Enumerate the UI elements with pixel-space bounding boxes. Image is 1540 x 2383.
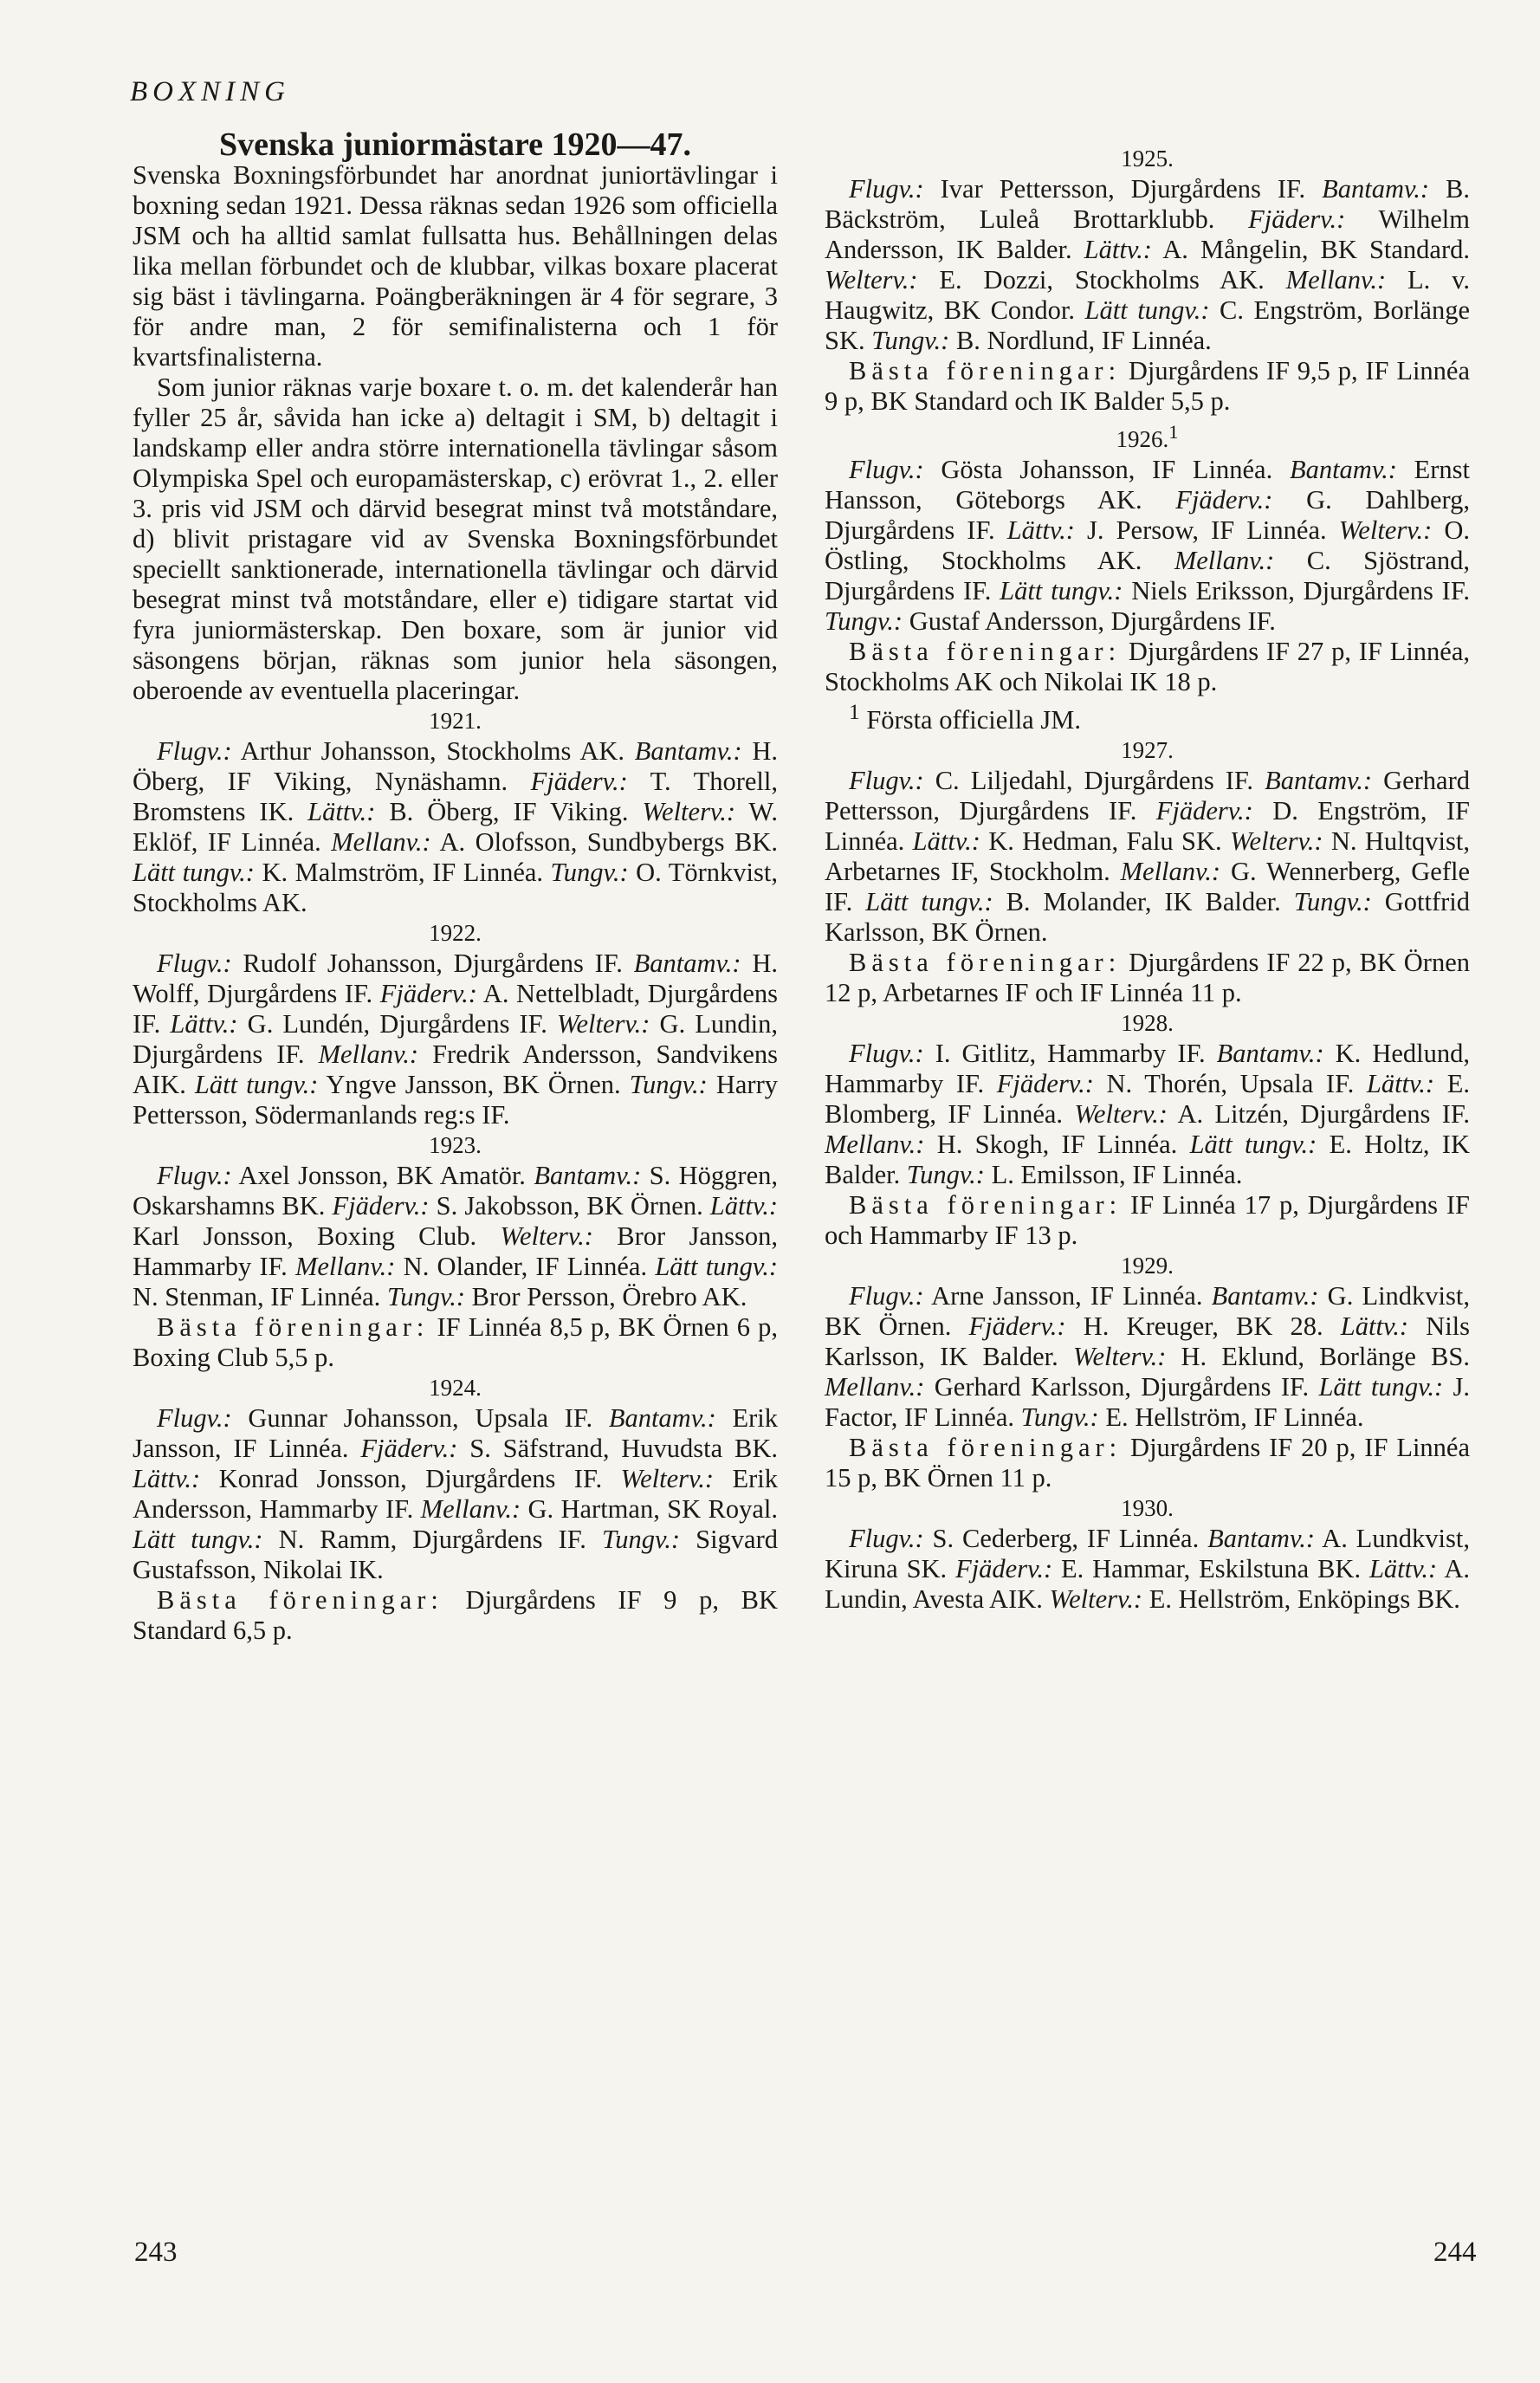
weight-class-label: Bantamv.: bbox=[608, 1403, 716, 1433]
weight-class-label: Lättv.: bbox=[709, 1191, 778, 1221]
weight-class-label: Tungv.: bbox=[871, 326, 950, 355]
champion-entry: Axel Jonsson, BK Amatör. bbox=[231, 1161, 534, 1190]
best-clubs-1926 bbox=[825, 637, 1470, 697]
results-1928 bbox=[825, 1039, 1470, 1190]
champion-entry: Gerhard Pettersson, Djurgårdens IF. bbox=[825, 766, 1471, 826]
champion-entry: B. Öberg, IF Viking. bbox=[375, 797, 643, 826]
champion-entry: Rudolf Johansson, Djurgårdens IF. bbox=[231, 949, 634, 978]
champion-entry: Gösta Johansson, IF Linnéa. bbox=[923, 455, 1290, 484]
best-clubs-text: IF Linnéa 8,5 p, BK Örnen 6 p, Boxing Club 5,5 p. bbox=[133, 1312, 778, 1372]
champion-entry: B. Nordlund, IF Linnéa. bbox=[949, 326, 1212, 355]
results-1926 bbox=[825, 455, 1470, 637]
weight-class-label: Fjäderv.: bbox=[530, 767, 628, 796]
best-clubs-label: Bästa föreningar: bbox=[849, 1433, 1123, 1463]
results-1929 bbox=[825, 1281, 1470, 1433]
champion-entry: H. Wolff, Djurgårdens IF. bbox=[133, 949, 778, 1008]
weight-class-label: Mellanv.: bbox=[420, 1494, 521, 1524]
results-1925 bbox=[825, 174, 1470, 356]
champion-entry: Gunnar Johansson, Upsala IF. bbox=[231, 1403, 609, 1433]
weight-class-label: Bantamv.: bbox=[633, 949, 741, 978]
page-number-left: 243 bbox=[134, 2237, 178, 2268]
weight-class-label: Bantamv.: bbox=[634, 736, 742, 766]
weight-class-label: Lättv.: bbox=[1084, 235, 1152, 264]
intro-paragraph-1: Svenska Boxningsförbundet har anordnat juniortävlingar i boxning sedan 1921. Dessa räknas sedan 1926 som officiella JSM och ha alltid samlat fullsatta hus. Behållningen delas lika mellan förbundet och de klubbar, vilkas boxare placerat sig bäst i tävlingarna. Poängberäkningen är 4 för segrare, 3 för andre man, 2 för semifinalisterna och 1 för kvartsfinalisterna. bbox=[133, 160, 778, 372]
results-1922 bbox=[133, 949, 778, 1130]
best-clubs-text: Djurgårdens IF 27 p, IF Linnéa, Stockholms AK och Nikolai IK 18 p. bbox=[825, 637, 1470, 696]
champion-entry: Sigvard Gustafsson, Nikolai IK. bbox=[133, 1525, 778, 1584]
right-column bbox=[825, 130, 1470, 1615]
weight-class-label: Fjäderv.: bbox=[1155, 796, 1253, 826]
best-clubs-text: IF Linnéa 17 p, Djurgårdens IF och Hammarby IF 13 p. bbox=[825, 1190, 1470, 1251]
weight-class-label: Lättv.: bbox=[170, 1009, 238, 1039]
weight-class-label: Flugv.: bbox=[849, 1524, 924, 1554]
weight-class-label: Bantamv.: bbox=[1322, 174, 1430, 204]
weight-class-label: Bantamv.: bbox=[1265, 766, 1373, 796]
weight-class-label: Tungv.: bbox=[386, 1282, 466, 1311]
year-heading-1923: 1923. bbox=[429, 1132, 482, 1158]
champion-entry: C. Liljedahl, Djurgårdens IF. bbox=[923, 766, 1265, 796]
champion-entry: Arthur Johansson, Stockholms AK. bbox=[231, 736, 635, 766]
weight-class-label: Flugv.: bbox=[849, 1281, 924, 1311]
weight-class-label: Lätt tungv.: bbox=[1084, 295, 1210, 325]
results-1930 bbox=[825, 1524, 1470, 1615]
weight-class-label: Fjäderv.: bbox=[1248, 204, 1346, 234]
weight-class-label: Lättv.: bbox=[1006, 515, 1075, 545]
year-heading-1929: 1929. bbox=[1121, 1253, 1174, 1279]
champion-entry: K. Hedman, Falu SK. bbox=[980, 826, 1230, 857]
best-clubs-label: Bästa föreningar: bbox=[849, 948, 1122, 978]
page-number-right: 244 bbox=[1433, 2237, 1477, 2268]
champion-entry: G. Lindkvist, BK Örnen. bbox=[825, 1281, 1471, 1342]
best-clubs-text: Djurgårdens IF 9,5 p, IF Linnéa 9 p, BK Standard och IK Balder 5,5 p. bbox=[825, 356, 1470, 416]
weight-class-label: Lätt tungv.: bbox=[865, 887, 993, 917]
weight-class-label: Lätt tungv.: bbox=[194, 1070, 319, 1099]
weight-class-label: Welterv.: bbox=[1229, 826, 1323, 857]
weight-class-label: Mellanv.: bbox=[318, 1039, 419, 1069]
champion-entry: O. Östling, Stockholms AK. bbox=[825, 515, 1471, 575]
champion-entry: B. Molander, IK Balder. bbox=[993, 887, 1294, 917]
champion-entry: E. Hammar, Eskilstuna BK. bbox=[1052, 1554, 1369, 1584]
champion-entry: J. Persow, IF Linnéa. bbox=[1074, 515, 1339, 545]
weight-class-label: Lätt tungv.: bbox=[1000, 576, 1123, 605]
best-clubs-label: Bästa föreningar: bbox=[849, 637, 1122, 666]
footnote-ref: 1 bbox=[849, 700, 860, 724]
best-clubs-1924 bbox=[133, 1585, 778, 1646]
weight-class-label: Lätt tungv.: bbox=[1318, 1372, 1444, 1402]
results-1923 bbox=[133, 1161, 778, 1312]
best-clubs-1928 bbox=[825, 1190, 1470, 1251]
results-1927 bbox=[825, 766, 1470, 948]
champion-entry: C. Sjöstrand, Djurgårdens IF. bbox=[825, 546, 1470, 605]
champion-entry: H. Skogh, IF Linnéa. bbox=[924, 1130, 1190, 1160]
champion-entry: N. Hultqvist, Arbetarnes IF, Stockholm. bbox=[825, 826, 1470, 887]
champion-entry: G. Lundén, Djurgårdens IF. bbox=[237, 1009, 557, 1039]
champion-entry: Gustaf Andersson, Djurgårdens IF. bbox=[903, 606, 1276, 636]
champion-entry: Ernst Hansson, Göteborgs AK. bbox=[825, 455, 1470, 515]
weight-class-label: Tungv.: bbox=[629, 1070, 708, 1099]
champion-entry: Gerhard Karlsson, Djurgårdens IF. bbox=[924, 1372, 1319, 1402]
weight-class-label: Tungv.: bbox=[825, 606, 903, 636]
champion-entry: A. Lundkvist, Kiruna SK. bbox=[825, 1524, 1471, 1584]
results-1924 bbox=[133, 1403, 778, 1585]
weight-class-label: Flugv.: bbox=[849, 174, 924, 204]
champion-entry: C. Engström, Borlänge SK. bbox=[825, 295, 1470, 355]
champion-entry: N. Ramm, Djurgårdens IF. bbox=[262, 1525, 602, 1554]
weight-class-label: Tungv.: bbox=[550, 858, 629, 887]
best-clubs-text: Djurgårdens IF 20 p, IF Linnéa 15 p, BK Örnen 11 p. bbox=[825, 1433, 1470, 1493]
weight-class-label: Mellanv.: bbox=[294, 1252, 396, 1281]
page-title: Svenska juniormästare 1920—47. bbox=[218, 126, 692, 163]
intro-paragraph-2: Som junior räknas varje boxare t. o. m. det kalenderår han fyller 25 år, såvida han icke a) deltagit i SM, b) deltagit i landskamp eller andra större internationella tävlingar såsom Olympiska Spel och europamästerskap, c) erövrat 1., 2. eller 3. pris vid JSM och därvid besegrat minst två motståndare, d) blivit pristagare vid av Svenska Boxningsförbundet speciellt sanktionerade, internationella tävlingar och därvid besegrat minst två motståndare, eller e) tidigare startat vid fyra juniormästerskap. Den boxare, som är junior vid säsongens början, räknas som junior hela säsongen, oberoende av eventuella placeringar. bbox=[133, 372, 778, 705]
weight-class-label: Lätt tungv.: bbox=[133, 858, 255, 887]
best-clubs-text: Djurgårdens IF 22 p, BK Örnen 12 p, Arbetarnes IF och IF Linnéa 11 p. bbox=[825, 948, 1470, 1008]
best-clubs-label: Bästa föreningar: bbox=[849, 1190, 1123, 1221]
weight-class-label: Mellanv.: bbox=[1120, 857, 1221, 887]
champion-entry: E. Hellström, Enköpings BK. bbox=[1142, 1584, 1460, 1615]
weight-class-label: Mellanv.: bbox=[331, 827, 431, 857]
year-heading-1922: 1922. bbox=[429, 920, 482, 946]
weight-class-label: Welterv.: bbox=[620, 1464, 715, 1493]
champion-entry: Konrad Jonsson, Djurgårdens IF. bbox=[200, 1464, 621, 1493]
champion-entry: O. Törnkvist, Stockholms AK. bbox=[133, 858, 778, 917]
weight-class-label: Welterv.: bbox=[1072, 1342, 1167, 1372]
champion-entry: J. Factor, IF Linnéa. bbox=[825, 1372, 1470, 1433]
weight-class-label: Fjäderv.: bbox=[1175, 485, 1273, 515]
best-clubs-1923 bbox=[133, 1312, 778, 1373]
weight-class-label: Lättv.: bbox=[307, 797, 376, 826]
champion-entry: E. Hellström, IF Linnéa. bbox=[1098, 1402, 1364, 1433]
champion-entry: Erik Andersson, Hammarby IF. bbox=[133, 1464, 779, 1524]
weight-class-label: Mellanv.: bbox=[1285, 265, 1387, 295]
champion-entry: Bror Jansson, Hammarby IF. bbox=[133, 1221, 779, 1281]
weight-class-label: Fjäderv.: bbox=[360, 1434, 458, 1463]
weight-class-label: Lättv.: bbox=[1340, 1311, 1409, 1342]
champion-entry: Harry Pettersson, Södermanlands reg:s IF. bbox=[133, 1070, 778, 1130]
champion-entry: I. Gitlitz, Hammarby IF. bbox=[923, 1039, 1217, 1069]
champion-entry: Erik Jansson, IF Linnéa. bbox=[133, 1403, 778, 1463]
champion-entry: W. Eklöf, IF Linnéa. bbox=[133, 797, 778, 857]
year-heading-1930: 1930. bbox=[1121, 1495, 1174, 1522]
weight-class-label: Lättv.: bbox=[912, 826, 980, 857]
champion-entry: S. Jakobsson, BK Örnen. bbox=[429, 1191, 710, 1221]
footnote-mark: 1 bbox=[1168, 421, 1179, 443]
best-clubs-label: Bästa föreningar: bbox=[157, 1312, 430, 1342]
champion-entry: Ivar Pettersson, Djurgårdens IF. bbox=[923, 174, 1323, 204]
results-1921 bbox=[133, 736, 778, 918]
year-heading-1926 bbox=[825, 417, 1470, 455]
weight-class-label: Fjäderv.: bbox=[379, 979, 477, 1008]
weight-class-label: Welterv.: bbox=[1049, 1584, 1143, 1615]
champion-entry: E. Dozzi, Stockholms AK. bbox=[917, 265, 1286, 295]
weight-class-label: Flugv.: bbox=[849, 455, 924, 484]
best-clubs-1927 bbox=[825, 948, 1470, 1008]
champion-entry: G. Dahlberg, Djurgårdens IF. bbox=[825, 485, 1470, 545]
champion-entry: A. Nettelbladt, Djurgårdens IF. bbox=[133, 979, 779, 1039]
champion-entry: G. Wennerberg, Gefle IF. bbox=[825, 857, 1470, 917]
year-heading-1921: 1921. bbox=[429, 708, 482, 734]
champion-entry: N. Thorén, Upsala IF. bbox=[1093, 1069, 1367, 1099]
champion-entry: S. Säfstrand, Huvudsta BK. bbox=[457, 1434, 778, 1463]
weight-class-label: Welterv.: bbox=[642, 797, 735, 826]
weight-class-label: Lättv.: bbox=[1366, 1069, 1435, 1099]
weight-class-label: Flugv.: bbox=[157, 1161, 232, 1190]
running-head: BOXNING bbox=[130, 76, 290, 107]
weight-class-label: Fjäderv.: bbox=[955, 1554, 1053, 1584]
champion-entry: E. Holtz, IK Balder. bbox=[825, 1130, 1470, 1190]
champion-entry: Fredrik Andersson, Sandvikens AIK. bbox=[133, 1039, 778, 1099]
champion-entry: K. Hedlund, Hammarby IF. bbox=[825, 1039, 1470, 1099]
champion-entry: Yngve Jansson, BK Örnen. bbox=[318, 1070, 630, 1099]
weight-class-label: Flugv.: bbox=[157, 736, 232, 766]
weight-class-label: Lätt tungv.: bbox=[133, 1525, 263, 1554]
weight-class-label: Welterv.: bbox=[500, 1221, 593, 1251]
champion-entry: H. Kreuger, BK 28. bbox=[1065, 1311, 1341, 1342]
year-heading-1925: 1925. bbox=[1121, 146, 1174, 172]
champion-entry: E. Blomberg, IF Linnéa. bbox=[825, 1069, 1470, 1130]
champion-entry: Bror Persson, Örebro AK. bbox=[465, 1282, 747, 1311]
champion-entry: Arne Jansson, IF Linnéa. bbox=[923, 1281, 1212, 1311]
weight-class-label: Mellanv.: bbox=[825, 1372, 925, 1402]
champion-entry: H. Eklund, Borlänge BS. bbox=[1166, 1342, 1470, 1372]
weight-class-label: Welterv.: bbox=[825, 265, 918, 295]
champion-entry: K. Malmström, IF Linnéa. bbox=[254, 858, 551, 887]
champion-entry: S. Cederberg, IF Linnéa. bbox=[923, 1524, 1208, 1554]
champion-entry: Nils Karlsson, IK Balder. bbox=[825, 1311, 1471, 1372]
weight-class-label: Bantamv.: bbox=[1211, 1281, 1319, 1311]
champion-entry: S. Höggren, Oskarshamns BK. bbox=[133, 1161, 779, 1221]
weight-class-label: Bantamv.: bbox=[534, 1161, 642, 1190]
weight-class-label: Tungv.: bbox=[601, 1525, 681, 1554]
weight-class-label: Lättv.: bbox=[133, 1464, 201, 1493]
champion-entry: B. Bäckström, Luleå Brottarklubb. bbox=[825, 174, 1470, 234]
weight-class-label: Lätt tungv.: bbox=[655, 1252, 778, 1281]
weight-class-label: Flugv.: bbox=[849, 1039, 924, 1069]
champion-entry: A. Olofsson, Sundbybergs BK. bbox=[430, 827, 778, 857]
weight-class-label: Welterv.: bbox=[1074, 1099, 1168, 1130]
champion-entry: N. Olander, IF Linnéa. bbox=[395, 1252, 656, 1281]
weight-class-label: Fjäderv.: bbox=[996, 1069, 1094, 1099]
weight-class-label: Flugv.: bbox=[157, 1403, 232, 1433]
weight-class-label: Mellanv.: bbox=[1174, 546, 1275, 575]
weight-class-label: Bantamv.: bbox=[1289, 455, 1397, 484]
best-clubs-label: Bästa föreningar: bbox=[157, 1585, 443, 1615]
footnote-1926 bbox=[825, 697, 1470, 735]
champion-entry: A. Litzén, Djurgårdens IF. bbox=[1167, 1099, 1471, 1130]
weight-class-label: Tungv.: bbox=[906, 1160, 985, 1190]
champion-entry: L. v. Haugwitz, BK Condor. bbox=[825, 265, 1470, 325]
best-clubs-1925 bbox=[825, 356, 1470, 417]
weight-class-label: Flugv.: bbox=[849, 766, 924, 796]
champion-entry: G. Lundin, Djurgårdens IF. bbox=[133, 1009, 778, 1069]
champion-entry: A. Mångelin, BK Standard. bbox=[1151, 235, 1470, 264]
champion-entry: N. Stenman, IF Linnéa. bbox=[133, 1282, 387, 1311]
weight-class-label: Mellanv.: bbox=[825, 1130, 925, 1160]
left-column bbox=[133, 126, 779, 1646]
weight-class-label: Welterv.: bbox=[1338, 515, 1433, 545]
champion-entry: Wilhelm Andersson, IK Balder. bbox=[825, 204, 1471, 264]
champion-entry: L. Emilsson, IF Linnéa. bbox=[984, 1160, 1243, 1190]
best-clubs-label: Bästa föreningar: bbox=[849, 356, 1122, 385]
weight-class-label: Fjäderv.: bbox=[332, 1191, 430, 1221]
weight-class-label: Flugv.: bbox=[157, 949, 232, 978]
year-heading-1924: 1924. bbox=[429, 1375, 482, 1401]
year-heading-1928: 1928. bbox=[1121, 1010, 1174, 1037]
weight-class-label: Fjäderv.: bbox=[968, 1311, 1066, 1342]
weight-class-label: Lätt tungv.: bbox=[1189, 1130, 1317, 1160]
champion-entry: Gottfrid Karlsson, BK Örnen. bbox=[825, 887, 1470, 948]
champion-entry: G. Hartman, SK Royal. bbox=[521, 1494, 779, 1524]
weight-class-label: Bantamv.: bbox=[1216, 1039, 1324, 1069]
champion-entry: Niels Eriksson, Djurgårdens IF. bbox=[1123, 576, 1470, 605]
champion-entry: H. Öberg, IF Viking, Nynäshamn. bbox=[133, 736, 778, 796]
champion-entry: Karl Jonsson, Boxing Club. bbox=[133, 1221, 501, 1251]
weight-class-label: Tungv.: bbox=[1293, 887, 1372, 917]
best-clubs-1929 bbox=[825, 1433, 1470, 1493]
weight-class-label: Bantamv.: bbox=[1207, 1524, 1315, 1554]
champion-entry: T. Thorell, Bromstens IK. bbox=[133, 767, 778, 826]
year-1926-label: 1926. bbox=[1116, 426, 1169, 452]
year-heading-1927: 1927. bbox=[1121, 737, 1174, 764]
champion-entry: D. Engström, IF Linnéa. bbox=[825, 796, 1471, 857]
champion-entry: A. Lundin, Avesta AIK. bbox=[825, 1554, 1471, 1615]
weight-class-label: Welterv.: bbox=[556, 1009, 650, 1039]
best-clubs-text: Djurgårdens IF 9 p, BK Standard 6,5 p. bbox=[133, 1585, 778, 1645]
weight-class-label: Lättv.: bbox=[1369, 1554, 1438, 1584]
weight-class-label: Tungv.: bbox=[1020, 1402, 1099, 1433]
footnote-text: Första officiella JM. bbox=[866, 705, 1081, 735]
